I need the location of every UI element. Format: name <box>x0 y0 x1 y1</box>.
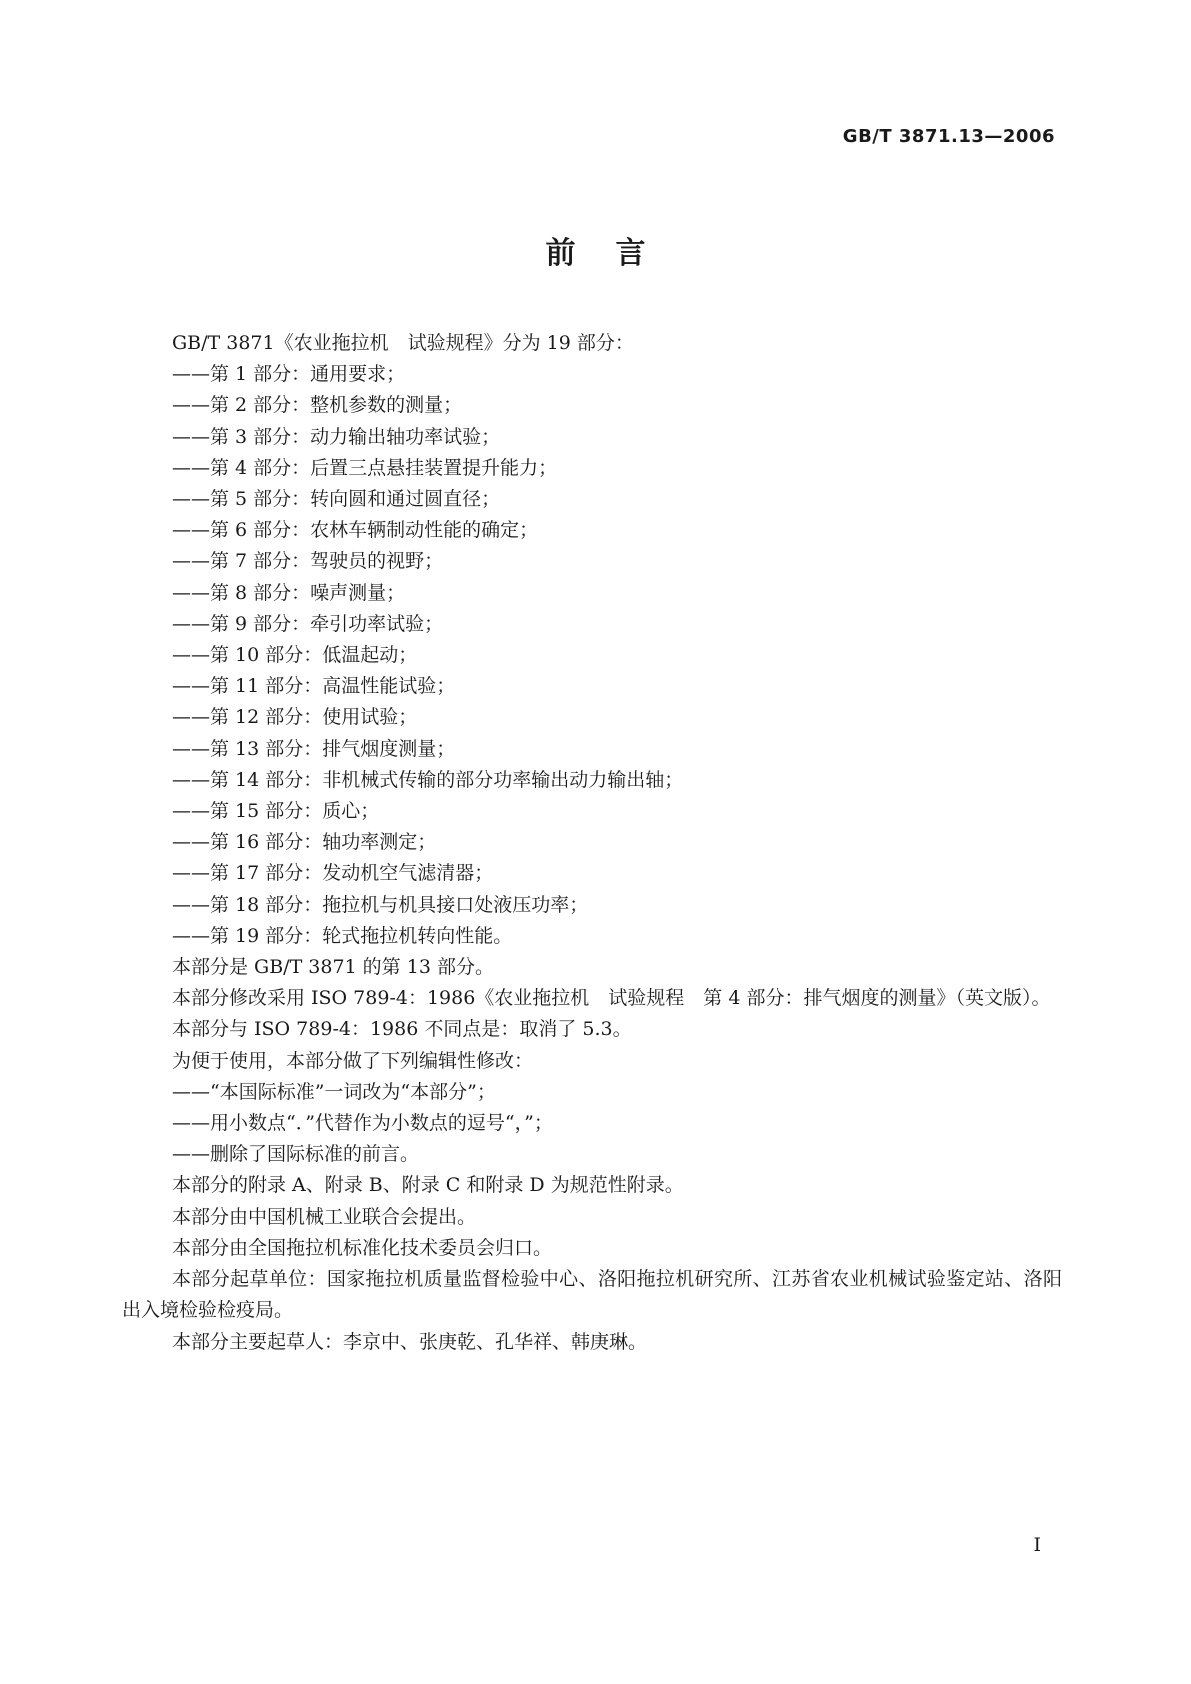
list-item-part-11: ——第 11 部分：高温性能试验； <box>172 675 456 698</box>
list-item-part-2: ——第 2 部分：整机参数的测量； <box>172 394 463 417</box>
list-item-part-6: ——第 6 部分：农林车辆制动性能的确定； <box>172 519 539 542</box>
paragraph-centralized-by: 本部分由全国拖拉机标准化技术委员会归口。 <box>172 1236 553 1259</box>
list-item-part-12: ——第 12 部分：使用试验； <box>172 706 418 729</box>
paragraph-differences: 本部分与 ISO 789-4：1986 不同点是：取消了 5.3。 <box>172 1018 632 1041</box>
list-item-part-17: ——第 17 部分：发动机空气滤清器； <box>172 862 494 885</box>
list-item-part-14: ——第 14 部分：非机械式传输的部分功率输出动力输出轴； <box>172 768 684 791</box>
list-item-part-16: ——第 16 部分：轴功率测定； <box>172 831 437 854</box>
paragraph-intro: GB/T 3871《农业拖拉机 试验规程》分为 19 部分： <box>172 332 634 354</box>
list-item-part-3: ——第 3 部分：动力输出轴功率试验； <box>172 425 501 448</box>
list-item-part-19: ——第 19 部分：轮式拖拉机转向性能。 <box>172 924 513 947</box>
page-title: 前言 <box>545 236 686 271</box>
paragraph-proposed-by: 本部分由中国机械工业联合会提出。 <box>172 1205 477 1228</box>
paragraph-drafting-units: 本部分起草单位：国家拖拉机质量监督检验中心、洛阳拖拉机研究所、江苏省农业机械试验鉴定站、洛阳出入境检验检疫局。 <box>122 1268 1062 1322</box>
paragraph-annexes: 本部分的附录 A、附录 B、附录 C 和附录 D 为规范性附录。 <box>172 1174 684 1197</box>
list-item-part-7: ——第 7 部分：驾驶员的视野； <box>172 550 444 573</box>
paragraph-drafters: 本部分主要起草人：李京中、张庚乾、孔华祥、韩庚琳。 <box>172 1330 648 1353</box>
list-item-editorial-3: ——删除了国际标准的前言。 <box>172 1143 420 1166</box>
paragraph-part-statement: 本部分是 GB/T 3871 的第 13 部分。 <box>172 956 494 979</box>
list-item-part-10: ——第 10 部分：低温起动； <box>172 644 418 667</box>
list-item-editorial-2: ——用小数点“．”代替作为小数点的逗号“，”； <box>172 1112 553 1135</box>
page-number: I <box>1033 1534 1041 1556</box>
document-body <box>122 328 1062 1358</box>
list-item-part-15: ——第 15 部分：质心； <box>172 800 380 823</box>
paragraph-editorial-intro: 为便于使用，本部分做了下列编辑性修改： <box>172 1049 534 1072</box>
list-item-part-5: ——第 5 部分：转向圆和通过圆直径； <box>172 488 501 511</box>
list-item-part-13: ——第 13 部分：排气烟度测量； <box>172 737 456 760</box>
list-item-part-18: ——第 18 部分：拖拉机与机具接口处液压功率； <box>172 893 589 916</box>
standard-code: GB/T 3871.13—2006 <box>842 126 1055 147</box>
list-item-part-1: ——第 1 部分：通用要求； <box>172 363 406 386</box>
list-item-part-4: ——第 4 部分：后置三点悬挂装置提升能力； <box>172 456 558 479</box>
paragraph-adoption: 本部分修改采用 ISO 789-4：1986《农业拖拉机 试验规程 第 4 部分：排气烟度的测量》（英文版）。 <box>172 987 1051 1010</box>
list-item-part-9: ——第 9 部分：牵引功率试验； <box>172 612 444 635</box>
list-item-part-8: ——第 8 部分：噪声测量； <box>172 581 406 604</box>
list-item-editorial-1: ——“本国际标准”一词改为“本部分”； <box>172 1080 496 1103</box>
